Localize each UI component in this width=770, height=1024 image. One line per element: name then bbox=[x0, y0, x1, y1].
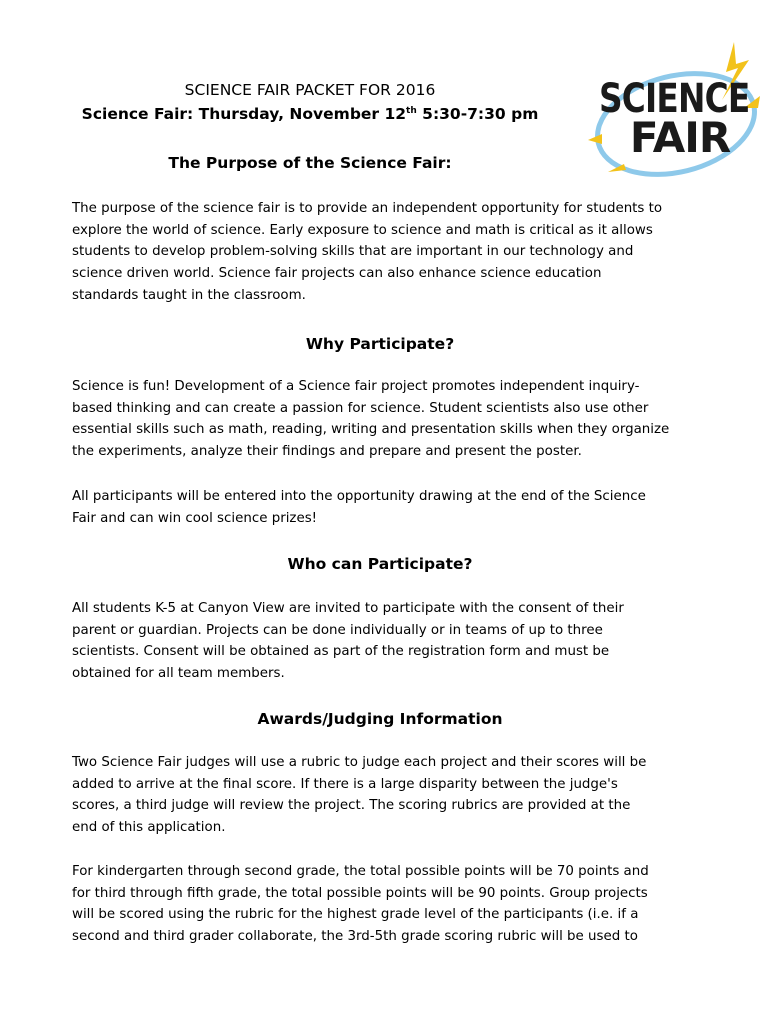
text-line: standards taught in the classroom. bbox=[72, 287, 306, 303]
text-line: students to develop problem-solving skills that are important in our technology and bbox=[72, 244, 634, 260]
awards-judging-heading: Awards/Judging Information bbox=[257, 710, 503, 728]
fair-date-text: Science Fair: Thursday, November 12 bbox=[81, 105, 407, 123]
text-line: explore the world of science. Early exposure to science and math is critical as it allows bbox=[72, 222, 653, 238]
why-paragraph-2 bbox=[72, 486, 712, 529]
text-line: end of this application. bbox=[72, 820, 226, 836]
text-line: The purpose of the science fair is to provide an independent opportunity for students to bbox=[72, 201, 663, 216]
logo-word-science: SCIENCE bbox=[598, 74, 750, 122]
text-line: obtained for all team members. bbox=[72, 666, 285, 682]
fair-date-line bbox=[60, 104, 560, 124]
awards-paragraph-1 bbox=[72, 752, 712, 839]
text-line: parent or guardian. Projects can be done individually or in teams of up to three bbox=[72, 622, 603, 638]
why-participate-heading: Why Participate? bbox=[305, 335, 455, 353]
text-line: will be scored using the rubric for the highest grade level of the participants (i.e. if a bbox=[72, 907, 639, 923]
text-line: For kindergarten through second grade, the total possible points will be 70 points and bbox=[72, 864, 649, 879]
science-fair-logo bbox=[584, 38, 764, 178]
text-line: Science is fun! Development of a Science fair project promotes independent inquiry- bbox=[72, 379, 640, 394]
text-line: Two Science Fair judges will use a rubric to judge each project and their scores will be bbox=[72, 755, 647, 770]
text-line: essential skills such as math, reading, writing and presentation skills when they organize bbox=[72, 422, 670, 438]
who-paragraph bbox=[72, 598, 712, 685]
text-line: based thinking and can create a passion for science. Student scientists also use other bbox=[72, 400, 649, 416]
text-line: second and third grader collaborate, the 3rd-5th grade scoring rubric will be used to bbox=[72, 929, 638, 945]
logo-word-fair: FAIR bbox=[629, 113, 731, 162]
fair-date-suffix: th bbox=[406, 106, 417, 116]
why-paragraph-1 bbox=[72, 376, 712, 463]
text-line: added to arrive at the final score. If there is a large disparity between the judge's bbox=[72, 776, 618, 792]
text-line: for third through fifth grade, the total possible points will be 90 points. Group projects bbox=[72, 885, 648, 901]
packet-title: SCIENCE FAIR PACKET FOR 2016 bbox=[184, 81, 436, 99]
fair-time-text: 5:30-7:30 pm bbox=[416, 105, 539, 123]
text-line: scientists. Consent will be obtained as part of the registration form and must be bbox=[72, 644, 610, 660]
purpose-heading: The Purpose of the Science Fair: bbox=[168, 154, 452, 172]
text-line: scores, a third judge will review the project. The scoring rubrics are provided at the bbox=[72, 798, 631, 814]
text-line: science driven world. Science fair projects can also enhance science education bbox=[72, 266, 602, 282]
text-line: All students K-5 at Canyon View are invited to participate with the consent of their bbox=[72, 601, 624, 616]
who-can-participate-heading: Who can Participate? bbox=[287, 555, 473, 573]
text-line: the experiments, analyze their findings and prepare and present the poster. bbox=[72, 444, 582, 460]
text-line: All participants will be entered into the opportunity drawing at the end of the Science bbox=[72, 489, 646, 504]
text-line: Fair and can win cool science prizes! bbox=[72, 510, 318, 526]
science-fair-logo-graphic bbox=[584, 38, 764, 178]
awards-paragraph-2 bbox=[72, 861, 712, 948]
purpose-paragraph bbox=[72, 198, 712, 307]
